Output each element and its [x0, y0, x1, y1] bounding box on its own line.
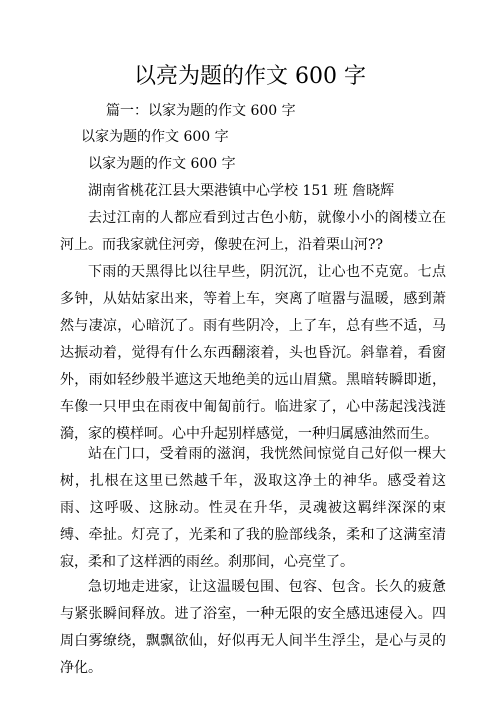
- document-title: 以亮为题的作文 600 字: [134, 64, 366, 89]
- section-heading: 篇一：以家为题的作文 600 字: [106, 103, 296, 119]
- paragraph: 站在门口，受着雨的滋润，我恍然间惊觉自己好似一棵大树，扎根在这里已然越千年，汲取这净土的神华。感受着这雨、这呼吸、这脉动。性灵在升华，灵魂被这羁绊深深的束缚、牵扯。灯亮了，光柔和了我的脸部线条，柔和了这满室清寂，柔和了这样洒的雨丝。刹那间，心亮堂了。: [60, 446, 446, 570]
- essay-subtitle-repeat: 以家为题的作文 600 字: [88, 156, 236, 172]
- paragraph: 下雨的天黑得比以往早些，阴沉沉，让心也不克宽。七点多钟，从姑姑家出来，等着上车，突离了喧嚣与温暖，感到萧然与凄凉，心暗沉了。雨有些阴冷，上了车，总有些不适，马达振动着，觉得有什么东西翻滚着，头也昏沉。斜靠着，看窗外，雨如轻纱般半遮这天地绝美的远山眉黛。黑暗转瞬即逝，车像一只甲虫在雨夜中匍匐前行。临进家了，心中荡起浅浅涟漪，家的模样呵。心中升起别样感觉，一种归属感油然而生。: [60, 264, 446, 442]
- author-line: 湖南省桃花江县大栗港镇中心学校 151 班 詹晓辉: [88, 183, 395, 199]
- essay-subtitle: 以家为题的作文 600 字: [81, 129, 229, 145]
- paragraph: 急切地走进家，让这温暖包围、包容、包含。长久的疲惫与紧张瞬间释放。进了浴室，一种无限的安全感迅速侵入。四周白雾缭绕，飘飘欲仙，好似再无人间半生浮尘，是心与灵的净化。: [60, 579, 446, 676]
- paragraph: 去过江南的人都应看到过古色小舫，就像小小的阁楼立在河上。而我家就住河旁，像驶在河上，沿着栗山河??: [60, 210, 446, 253]
